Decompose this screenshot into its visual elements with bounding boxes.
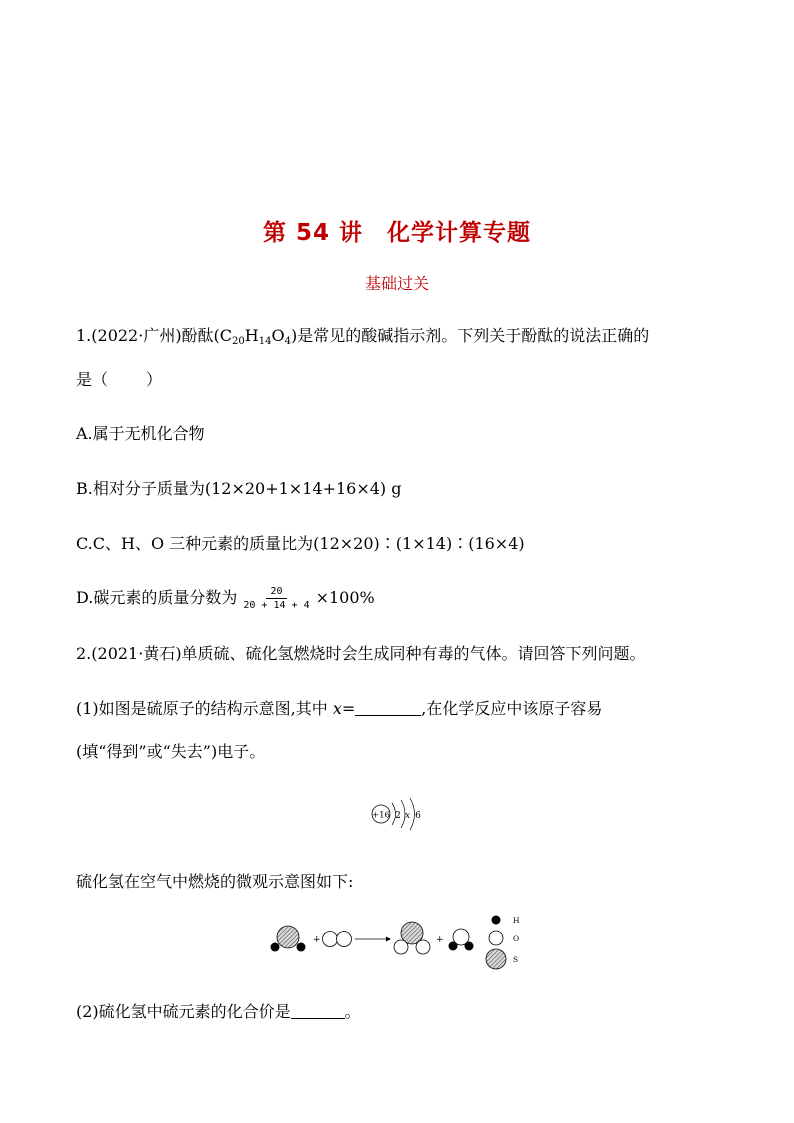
q1-stem-line2: 是（ ）: [76, 370, 163, 389]
shell-arc-3: [410, 798, 415, 830]
q1-option-a: A.属于无机化合物: [76, 424, 205, 443]
legend-o-label: O: [513, 934, 520, 943]
section-subtitle: 基础过关: [364, 274, 429, 293]
answer-blank-x[interactable]: [355, 699, 421, 716]
legend-h-atom: [492, 916, 501, 925]
q2-part1-line1: (1)如图是硫原子的结构示意图,其中 x= ,在化学反应中该原子容易: [76, 699, 603, 718]
reaction-micro-diagram: [262, 910, 532, 974]
reaction-arrow: [355, 937, 391, 942]
answer-blank-valence[interactable]: [291, 1002, 345, 1019]
legend-h-label: H: [513, 916, 520, 925]
micro-diagram-intro: 硫化氢在空气中燃烧的微观示意图如下:: [76, 872, 354, 891]
legend-s-label: S: [513, 955, 519, 964]
sulfur-atom-diagram: [368, 794, 430, 834]
atom-legend: [486, 916, 520, 970]
plus-sign-2: +: [436, 935, 444, 945]
plus-sign-1: +: [313, 935, 321, 945]
page-title: 第 54 讲 化学计算专题: [262, 220, 532, 246]
legend-o-atom: [489, 931, 503, 945]
legend-s-atom: [486, 949, 506, 969]
q1-option-d: D.碳元素的质量分数为 $\frac{20}{20 + 14 + 4}$ ×100%: [76, 586, 375, 611]
h2s-molecule: [271, 926, 306, 952]
so2-molecule: [394, 922, 430, 954]
fraction: $\frac{20}{20 + 14 + 4}$: [243, 586, 310, 611]
shell-electrons-1: 2: [395, 811, 401, 821]
shell-electrons-3: 6: [415, 811, 421, 821]
nucleus-charge: +16: [372, 810, 390, 821]
h2o-molecule: [449, 929, 474, 951]
o2-molecule: [323, 932, 352, 947]
q2-part2: (2)硫化氢中硫元素的化合价是 。: [76, 1002, 361, 1021]
q1-option-b: B.相对分子质量为(12×20+1×14+16×4) g: [76, 479, 402, 498]
q1-option-c: C.C、H、O 三种元素的质量比为(12×20)∶(1×14)∶(16×4): [76, 534, 525, 553]
shell-electrons-2: x: [404, 811, 411, 821]
q1-stem-line1: 1.(2022·广州)酚酞$(C_{20}H_{14}O_4)$是常见的酸碱指示剂。下列关于酚酞的说法正确的: [76, 326, 650, 347]
q2-stem: 2.(2021·黄石)单质硫、硫化氢燃烧时会生成同种有毒的气体。请回答下列问题。: [76, 644, 646, 663]
q2-part1-line2: (填“得到”或“失去”)电子。: [76, 742, 266, 761]
